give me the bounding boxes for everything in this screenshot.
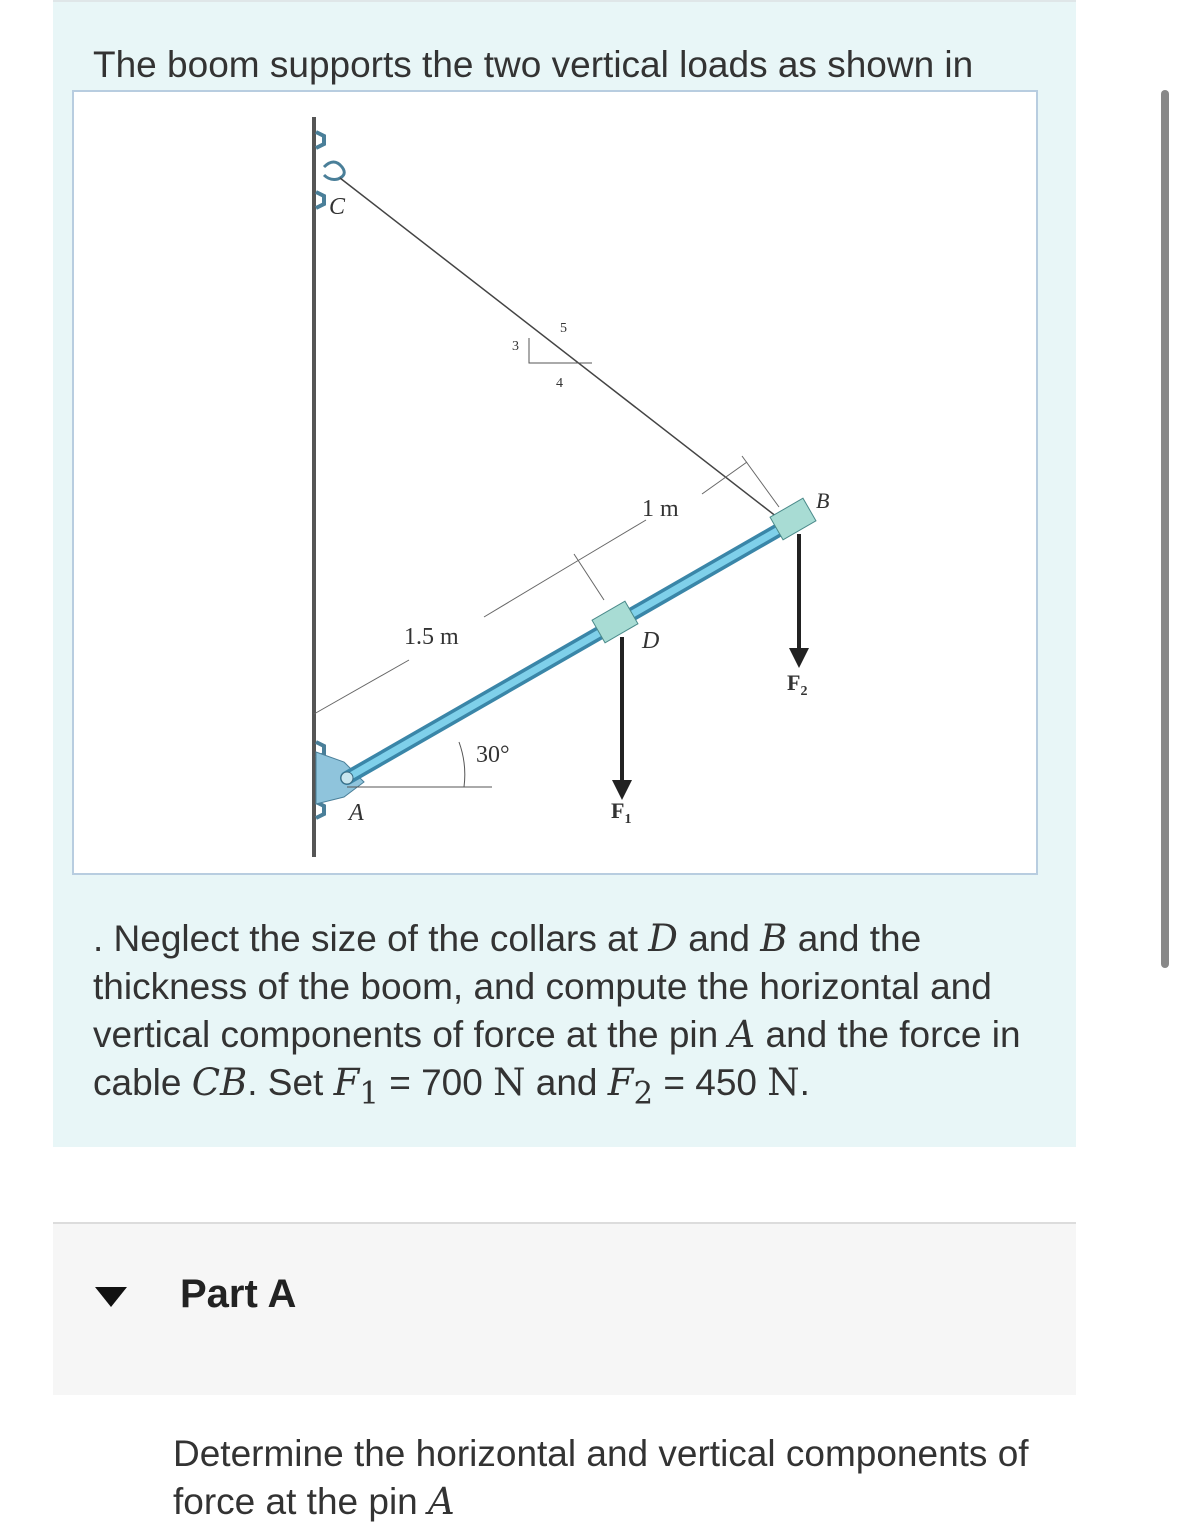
label-f2: $F_2$ — [787, 670, 808, 699]
angle-30: 30° — [476, 742, 510, 768]
label-f1: $F_1$ — [611, 798, 632, 827]
cable-hook-icon — [324, 162, 344, 180]
part-a-question: Determine the horizontal and vertical components of force at the pin A — [173, 1433, 1029, 1523]
cable-cb — [340, 178, 786, 524]
part-a-header[interactable] — [53, 1224, 1076, 1395]
slope-3: 3 — [512, 339, 519, 354]
slope-4: 4 — [556, 376, 563, 391]
label-a: A — [349, 800, 364, 826]
problem-statement: . Neglect the size of the collars at D and B and the thickness of the boom, and compute the horizontal and vertical components of force at the pin A and the force in cable CB. Set $F_1 = 700$ N and $F_2 = 450$ N. — [93, 917, 1021, 1112]
label-c: C — [329, 194, 346, 220]
pin-a — [341, 772, 353, 784]
collapse-triangle-icon[interactable] — [95, 1287, 127, 1307]
boom-diagram — [74, 92, 1036, 873]
slope-5: 5 — [560, 321, 567, 336]
wall-brackets — [316, 132, 324, 818]
dim-1m: 1 m — [642, 496, 679, 522]
label-d: D — [642, 628, 660, 654]
scrollbar[interactable] — [1161, 90, 1169, 968]
label-b: B — [816, 488, 830, 513]
problem-figure — [72, 90, 1038, 875]
part-a-title: Part A — [180, 1272, 297, 1316]
problem-intro: The boom supports the two vertical loads as shown in — [93, 44, 974, 85]
dim-1-5m: 1.5 m — [404, 624, 459, 650]
